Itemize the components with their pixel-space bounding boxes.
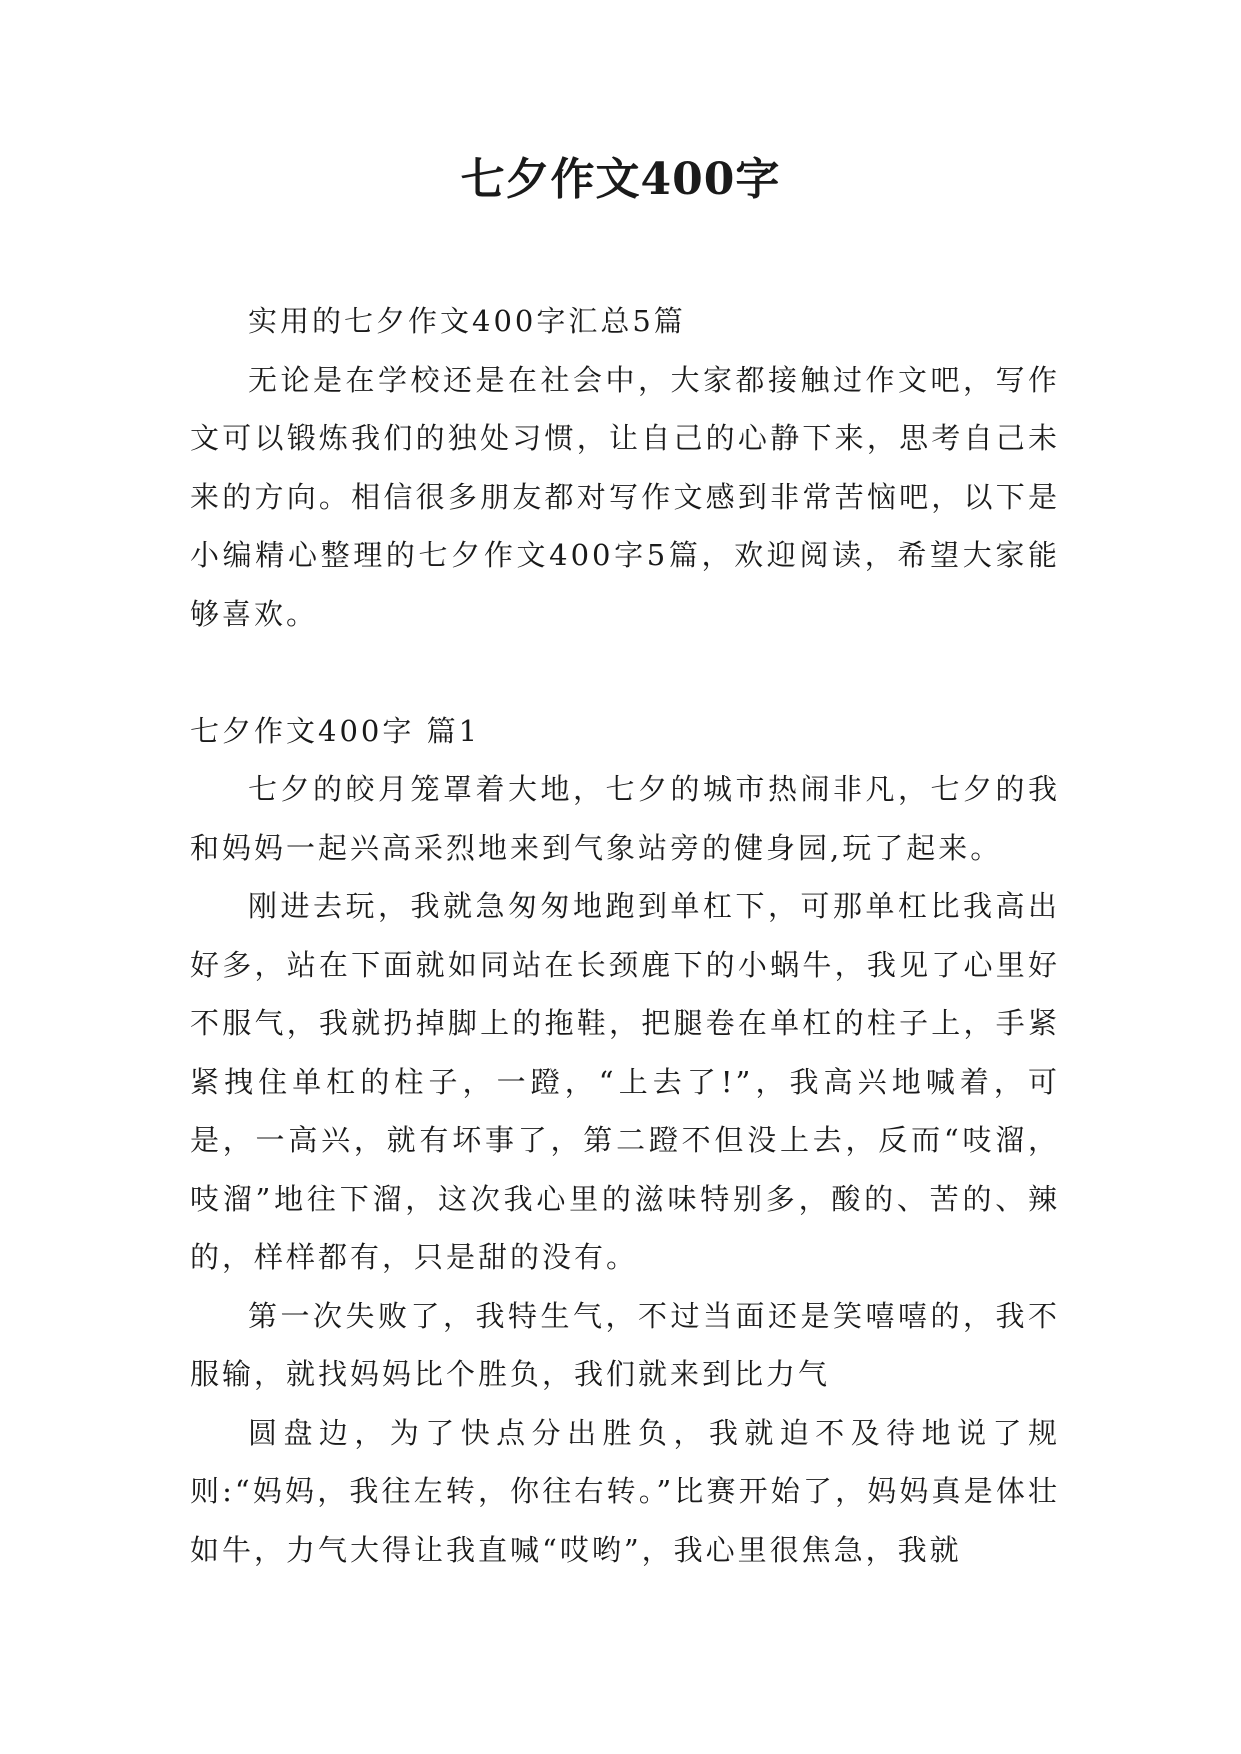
- document-title: 七夕作文400字: [460, 154, 781, 205]
- section-spacer: [190, 643, 1060, 702]
- body-paragraph-2: 刚进去玩，我就急匆匆地跑到单杠下，可那单杠比我高出好多，站在下面就如同站在长颈鹿下的小蜗牛，我见了心里好不服气，我就扔掉脚上的拖鞋，把腿卷在单杠的柱子上，手紧紧拽住单杠的柱子，一蹬，“上去了!”，我高兴地喊着，可是，一高兴，就有坏事了，第二蹬不但没上去，反而“吱溜，吱溜”地往下溜，这次我心里的滋味特别多，酸的、苦的、辣的，样样都有，只是甜的没有。: [190, 889, 1060, 1274]
- section-heading: 七夕作文400字 篇1: [190, 713, 481, 748]
- document-body: [190, 292, 1060, 1579]
- intro-heading: 实用的七夕作文400字汇总5篇: [248, 304, 686, 338]
- body-paragraph-3: 第一次失败了，我特生气，不过当面还是笑嘻嘻的，我不服输，就找妈妈比个胜负，我们就来到比力气: [190, 1298, 1060, 1391]
- body-paragraph-4: 圆盘边，为了快点分出胜负，我就迫不及待地说了规则:“妈妈，我往左转，你往右转。”比赛开始了，妈妈真是体壮如牛，力气大得让我直喊“哎哟”，我心里很焦急，我就: [190, 1415, 1060, 1567]
- body-paragraph-1: 七夕的皎月笼罩着大地，七夕的城市热闹非凡，七夕的我和妈妈一起兴高采烈地来到气象站旁的健身园,玩了起来。: [190, 772, 1060, 865]
- intro-paragraph: 无论是在学校还是在社会中，大家都接触过作文吧，写作文可以锻炼我们的独处习惯，让自己的心静下来，思考自己未来的方向。相信很多朋友都对写作文感到非常苦恼吧，以下是小编精心整理的七夕作文400字5篇，欢迎阅读，希望大家能够喜欢。: [190, 362, 1060, 631]
